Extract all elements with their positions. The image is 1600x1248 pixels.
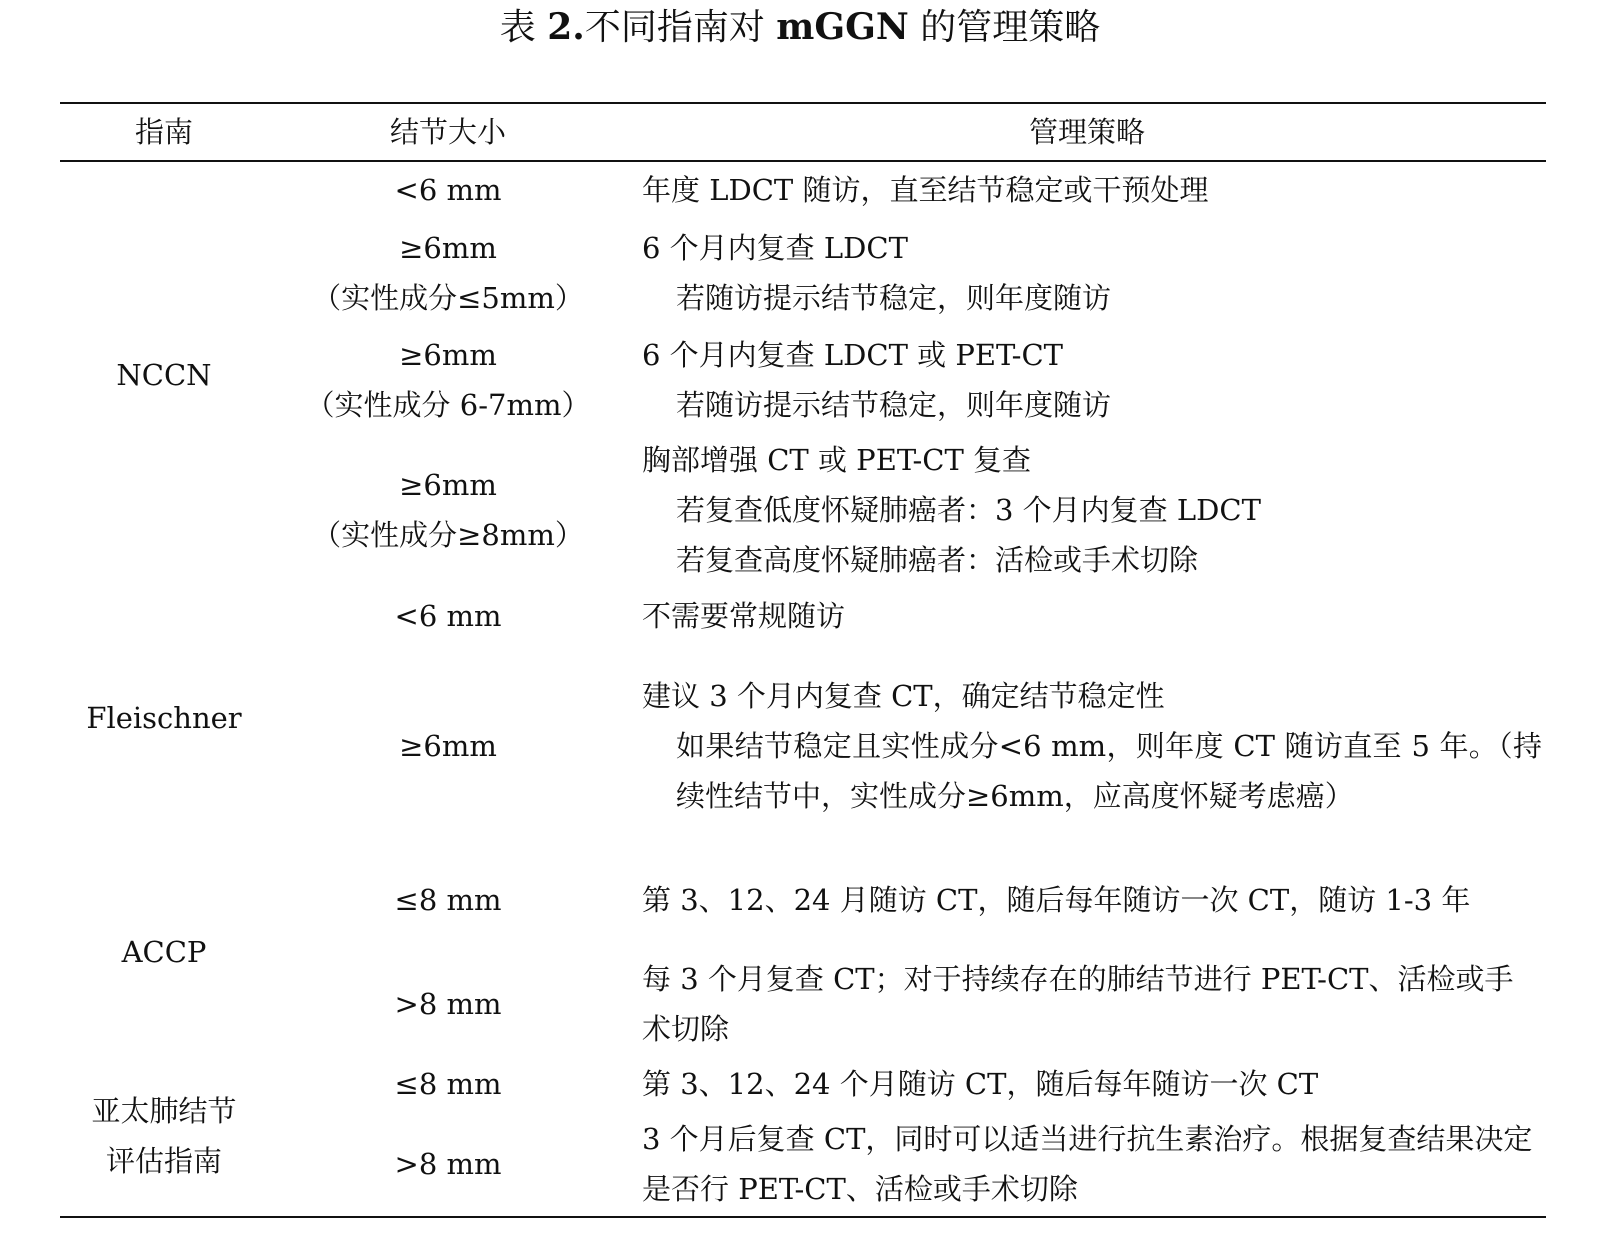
size-line: ≥6mm [399,468,497,502]
strategy-cell [628,1112,1546,1217]
size-line: ≥6mm [399,729,497,763]
title-prefix: 表 [499,7,548,48]
strategy-cell [628,218,1546,328]
guideline-table [60,102,1546,1218]
size-note: （实性成分≥8mm） [312,518,584,552]
guide-name-line: 评估指南 [105,1144,222,1178]
strategy-cell [628,161,1546,218]
strategy-main: 年度 LDCT 随访，直至结节稳定或干预处理 [642,173,1209,207]
size-line: >8 mm [394,987,502,1021]
strategy-main: 胸部增强 CT 或 PET-CT 复查 [642,443,1032,477]
strategy-main: 3 个月后复查 CT，同时可以适当进行抗生素治疗。根据复查结果决定是否行 PET-CT、活检或手术切除 [642,1122,1533,1206]
table-row [60,218,1546,328]
size-cell [268,1112,628,1217]
guide-name: ACCP [121,935,207,969]
strategy-sub: 若随访提示结节稳定，则年度随访 [676,388,1112,422]
strategy-main: 每 3 个月复查 CT；对于持续存在的肺结节进行 PET-CT、活检或手术切除 [642,962,1514,1046]
size-cell [268,218,628,328]
strategy-sub: 如果结节稳定且实性成分<6 mm，则年度 CT 随访直至 5 年。（持续性结节中，实性成分≥6mm，应高度怀疑考虑癌） [676,729,1542,813]
size-line: ≥6mm [399,338,497,372]
size-line: ≤8 mm [394,1067,502,1101]
size-note: （实性成分≤5mm） [312,281,584,315]
table-row [60,644,1546,848]
table-row [60,432,1546,588]
guide-name: Fleischner [86,701,242,735]
size-note: （实性成分 6-7mm） [305,388,591,422]
strategy-sub: 若复查低度怀疑肺癌者：3 个月内复查 LDCT [676,493,1261,527]
guide-cell-fleischner [60,588,268,848]
strategy-cell [628,1056,1546,1112]
strategy-cell [628,328,1546,432]
strategy-main: 6 个月内复查 LDCT [642,231,908,265]
table-row [60,952,1546,1056]
header-size: 结节大小 [389,115,506,149]
title-term: mGGN [776,6,909,48]
table-title [0,4,1600,51]
size-line: >8 mm [394,1147,502,1181]
header-guide: 指南 [134,115,193,149]
size-cell [268,588,628,644]
strategy-main: 建议 3 个月内复查 CT，确定结节稳定性 [642,679,1165,713]
size-line: ≤8 mm [394,883,502,917]
size-cell [268,328,628,432]
title-suffix: 的管理策略 [908,7,1101,48]
strategy-sub: 若复查高度怀疑肺癌者：活检或手术切除 [676,543,1199,577]
table-row [60,848,1546,952]
guide-name: NCCN [116,358,212,392]
table-row [60,161,1546,218]
guide-cell-asia-pacific [60,1056,268,1217]
strategy-main: 第 3、12、24 个月随访 CT，随后每年随访一次 CT [642,1067,1319,1101]
strategy-sub: 若随访提示结节稳定，则年度随访 [676,281,1112,315]
strategy-cell [628,432,1546,588]
table-row [60,1112,1546,1217]
strategy-main: 6 个月内复查 LDCT 或 PET-CT [642,338,1063,372]
guide-cell-accp [60,848,268,1056]
strategy-cell [628,952,1546,1056]
strategy-main: 不需要常规随访 [642,599,846,633]
guide-name-line: 亚太肺结节 [91,1094,237,1128]
title-number: 2. [547,6,585,48]
strategy-cell [628,588,1546,644]
size-cell [268,644,628,848]
table-row [60,588,1546,644]
size-line: ≥6mm [399,231,497,265]
size-cell [268,952,628,1056]
size-cell [268,848,628,952]
table-row [60,1056,1546,1112]
strategy-main: 第 3、12、24 月随访 CT，随后每年随访一次 CT，随访 1-3 年 [642,883,1471,917]
size-cell [268,1056,628,1112]
size-cell [268,432,628,588]
strategy-cell [628,644,1546,848]
header-strategy: 管理策略 [1028,115,1145,149]
guide-cell-nccn [60,161,268,588]
table-header-row [60,103,1546,161]
size-line: <6 mm [394,173,502,207]
strategy-cell [628,848,1546,952]
table-row [60,328,1546,432]
title-middle: 不同指南对 [584,7,777,48]
size-cell [268,161,628,218]
size-line: <6 mm [394,599,502,633]
